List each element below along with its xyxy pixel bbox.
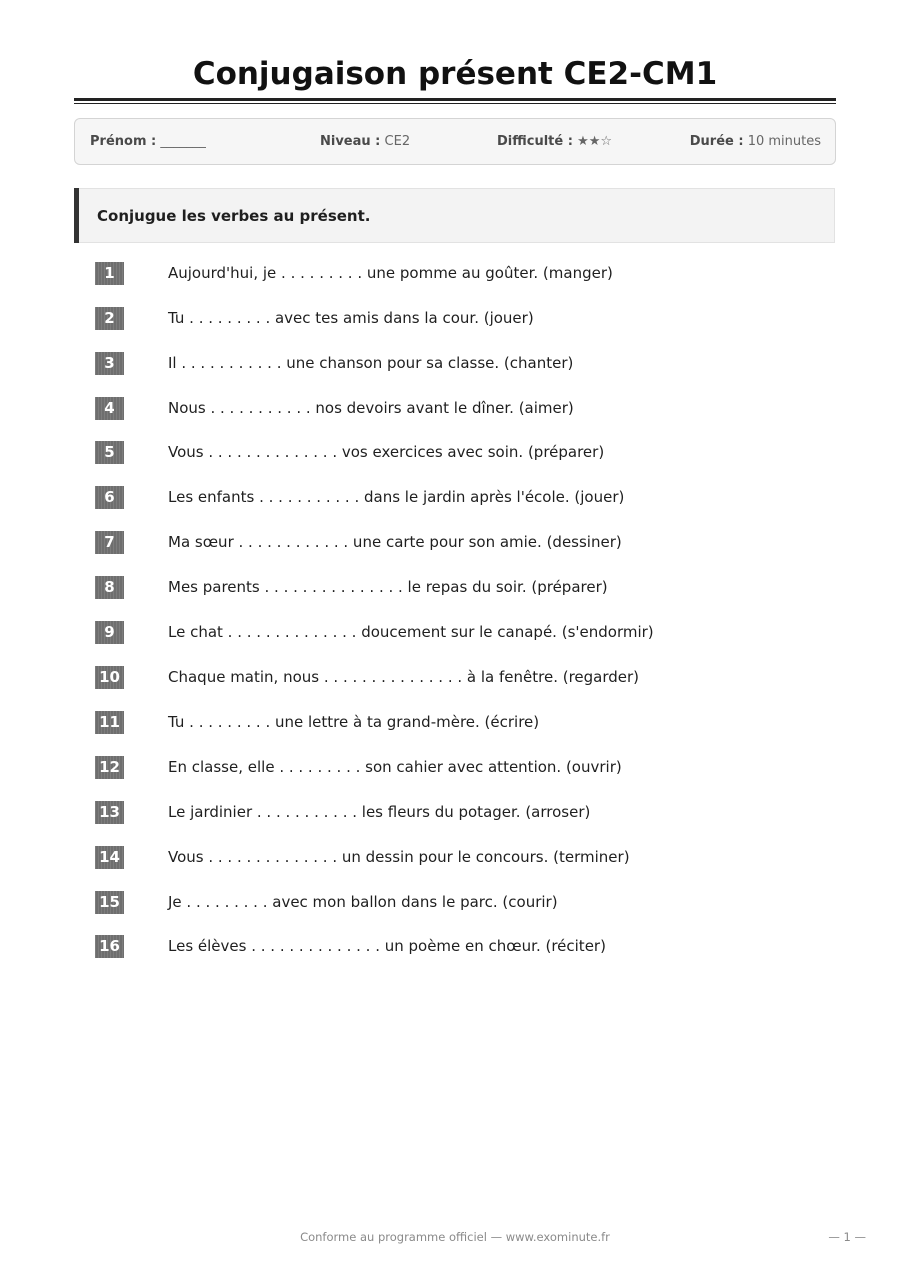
- info-box: [74, 118, 836, 165]
- exercise-number: 5: [95, 441, 124, 464]
- duree-value: 10 minutes: [747, 134, 821, 149]
- prenom-value[interactable]: _______: [160, 134, 206, 149]
- exercise-sentence: Mes parents . . . . . . . . . . . . . . . le repas du soir. (préparer): [168, 578, 608, 596]
- exercise-number: 15: [95, 891, 124, 914]
- info-niveau: [320, 119, 410, 164]
- exercise-sentence: Je . . . . . . . . . avec mon ballon dans le parc. (courir): [168, 893, 558, 911]
- exercise-sentence: Le jardinier . . . . . . . . . . . les fleurs du potager. (arroser): [168, 803, 591, 821]
- exercise-sentence: Il . . . . . . . . . . . une chanson pour sa classe. (chanter): [168, 354, 574, 372]
- prenom-label: Prénom :: [90, 134, 157, 149]
- exercise-sentence: Les enfants . . . . . . . . . . . dans le jardin après l'école. (jouer): [168, 488, 625, 506]
- exercise-number: 3: [95, 352, 124, 375]
- instruction-text: Conjugue les verbes au présent.: [97, 207, 371, 225]
- exercise-item: [95, 576, 795, 600]
- duree-label: Durée :: [689, 134, 744, 149]
- exercise-number: 6: [95, 486, 124, 509]
- exercise-item: [95, 262, 795, 286]
- exercise-item: [95, 891, 795, 915]
- exercise-number: 11: [95, 711, 124, 734]
- exercise-item: [95, 486, 795, 510]
- difficulte-stars: ★★☆: [577, 134, 613, 149]
- exercise-number: 16: [95, 935, 124, 958]
- instruction-box: [74, 188, 835, 243]
- exercise-sentence: Tu . . . . . . . . . avec tes amis dans la cour. (jouer): [168, 309, 534, 327]
- exercise-number: 10: [95, 666, 124, 689]
- exercise-sentence: Vous . . . . . . . . . . . . . . vos exercices avec soin. (préparer): [168, 443, 605, 461]
- exercise-item: [95, 531, 795, 555]
- exercise-number: 2: [95, 307, 124, 330]
- exercise-item: [95, 307, 795, 331]
- exercise-sentence: Aujourd'hui, je . . . . . . . . . une pomme au goûter. (manger): [168, 264, 613, 282]
- niveau-value: CE2: [384, 134, 411, 149]
- exercise-item: [95, 711, 795, 735]
- exercise-number: 9: [95, 621, 124, 644]
- exercise-item: [95, 352, 795, 376]
- page-title: Conjugaison présent CE2-CM1: [192, 56, 718, 92]
- exercise-item: [95, 441, 795, 465]
- exercise-number: 12: [95, 756, 124, 779]
- exercise-sentence: Chaque matin, nous . . . . . . . . . . . . . . . à la fenêtre. (regarder): [168, 668, 640, 686]
- exercise-number: 7: [95, 531, 124, 554]
- title-rule-thin: [74, 103, 836, 104]
- exercise-number: 4: [95, 397, 124, 420]
- info-duree: [690, 119, 821, 164]
- exercise-sentence: Les élèves . . . . . . . . . . . . . . un poème en chœur. (réciter): [168, 937, 606, 955]
- footer-text: Conforme au programme officiel — www.exominute.fr: [300, 1230, 610, 1244]
- exercise-sentence: Vous . . . . . . . . . . . . . . un dessin pour le concours. (terminer): [168, 848, 630, 866]
- exercise-sentence: Tu . . . . . . . . . une lettre à ta grand-mère. (écrire): [168, 713, 540, 731]
- difficulte-label: Difficulté :: [497, 134, 573, 149]
- info-prenom: [90, 119, 206, 164]
- exercise-sentence: Le chat . . . . . . . . . . . . . . doucement sur le canapé. (s'endormir): [168, 623, 654, 641]
- exercise-item: [95, 756, 795, 780]
- page-number: — 1 —: [828, 1230, 866, 1244]
- exercise-item: [95, 801, 795, 825]
- exercise-sentence: Nous . . . . . . . . . . . nos devoirs avant le dîner. (aimer): [168, 399, 574, 417]
- exercise-sentence: En classe, elle . . . . . . . . . son cahier avec attention. (ouvrir): [168, 758, 622, 776]
- exercise-item: [95, 935, 795, 959]
- exercise-item: [95, 621, 795, 645]
- exercise-item: [95, 397, 795, 421]
- info-difficulte: [497, 119, 612, 164]
- exercise-sentence: Ma sœur . . . . . . . . . . . . une carte pour son amie. (dessiner): [168, 533, 622, 551]
- exercise-number: 13: [95, 801, 124, 824]
- exercise-item: [95, 666, 795, 690]
- exercise-number: 8: [95, 576, 124, 599]
- instruction-accent-bar: [74, 188, 79, 243]
- exercise-number: 1: [95, 262, 124, 285]
- exercise-number: 14: [95, 846, 124, 869]
- title-rule: [74, 98, 836, 101]
- niveau-label: Niveau :: [320, 134, 381, 149]
- exercise-item: [95, 846, 795, 870]
